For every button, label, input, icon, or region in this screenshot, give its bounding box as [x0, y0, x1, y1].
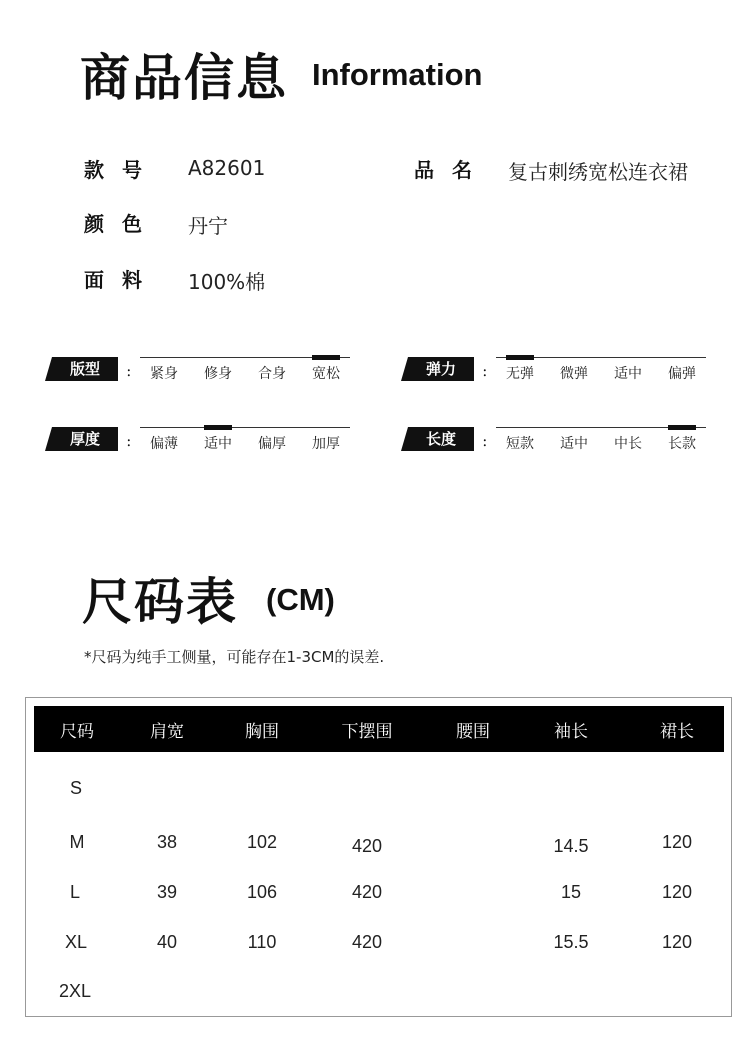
attr-tag-length: 长度	[408, 427, 474, 451]
size-table-header-cell: 裙长	[660, 722, 694, 742]
table-cell: 39	[156, 882, 178, 902]
attr-selected-marker	[668, 425, 696, 430]
attr-option: 中长	[614, 436, 642, 452]
table-cell: 106	[246, 882, 278, 902]
table-cell: 420	[351, 882, 383, 902]
attr-option: 偏薄	[150, 436, 178, 452]
size-table-header-cell: 尺码	[60, 722, 94, 742]
size-note: *尺码为纯手工侧量，可能存在1-3CM的误差.	[84, 648, 385, 666]
attr-selected-marker	[506, 355, 534, 360]
table-cell: 15.5	[553, 932, 589, 952]
table-cell: 15	[560, 882, 582, 902]
attr-scale-line	[140, 427, 350, 428]
table-cell: 38	[156, 832, 178, 852]
info-value-style-no: A82601	[188, 156, 266, 180]
attr-selected-marker	[204, 425, 232, 430]
info-label-fabric: 面料	[84, 268, 160, 292]
table-cell: 420	[351, 932, 383, 952]
size-table-header-cell: 腰围	[456, 722, 490, 742]
table-cell: 420	[351, 836, 383, 856]
size-label-cell: S	[69, 778, 82, 798]
table-cell: 40	[156, 932, 178, 952]
size-table-header-cell: 胸围	[245, 722, 279, 742]
attr-tag-thickness: 厚度	[52, 427, 118, 451]
size-table-header-cell: 下摆围	[341, 722, 393, 742]
size-label-cell: 2XL	[58, 981, 92, 1001]
table-cell: 110	[247, 932, 277, 952]
size-label-cell: M	[69, 832, 85, 852]
size-title: 尺码表	[82, 573, 238, 631]
attr-option: 加厚	[312, 436, 340, 452]
info-title-en: Information	[312, 57, 483, 92]
attr-option: 无弹	[506, 366, 534, 382]
attr-colon: ：	[126, 365, 139, 379]
attr-colon: ：	[482, 435, 495, 449]
attr-option: 合身	[258, 366, 286, 382]
attr-option: 适中	[560, 436, 588, 452]
size-label-cell: L	[69, 882, 80, 902]
attr-option: 适中	[204, 436, 232, 452]
info-title: 商品信息	[80, 49, 288, 107]
table-cell: 102	[246, 832, 278, 852]
info-label-product-name: 品名	[414, 158, 490, 182]
attr-option: 修身	[204, 366, 232, 382]
attr-option: 宽松	[312, 366, 340, 382]
table-cell: 120	[661, 882, 693, 902]
attr-colon: ：	[482, 365, 495, 379]
attr-option: 偏厚	[258, 436, 286, 452]
attr-option: 长款	[668, 436, 696, 452]
attr-option: 紧身	[150, 366, 178, 382]
attr-option: 偏弹	[668, 366, 696, 382]
info-label-style-no: 款号	[84, 158, 160, 182]
attr-colon: ：	[126, 435, 139, 449]
attr-option: 适中	[614, 366, 642, 382]
size-table-header-cell: 肩宽	[150, 722, 184, 742]
attr-option: 短款	[506, 436, 534, 452]
size-table-header-cell: 袖长	[554, 722, 588, 742]
attr-tag-fit: 版型	[52, 357, 118, 381]
info-label-color: 颜色	[84, 212, 160, 236]
attr-selected-marker	[312, 355, 340, 360]
table-cell: 14.5	[553, 836, 589, 856]
table-cell: 120	[661, 932, 693, 952]
size-table	[25, 697, 732, 1017]
attr-tag-stretch: 弹力	[408, 357, 474, 381]
info-value-product-name: 复古刺绣宽松连衣裙	[508, 160, 688, 184]
table-cell: 120	[661, 832, 693, 852]
size-label-cell: XL	[64, 932, 88, 952]
info-value-fabric: 100%棉	[188, 270, 266, 294]
attr-option: 微弹	[560, 366, 588, 382]
size-title-unit: (CM)	[266, 582, 335, 617]
info-value-color: 丹宁	[188, 214, 228, 238]
